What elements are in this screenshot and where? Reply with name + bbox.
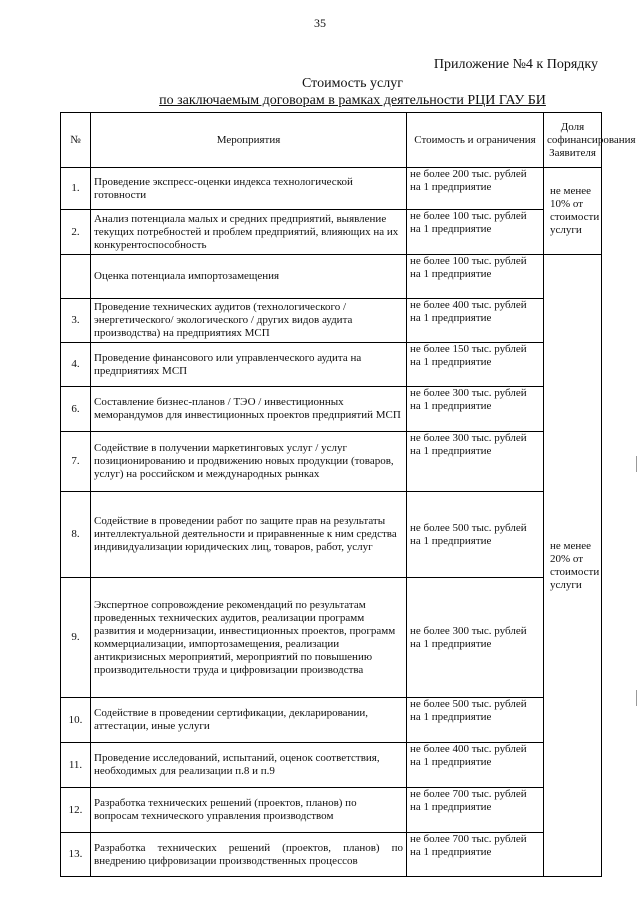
table-row [61, 578, 602, 698]
row-event: Разработка технических решений (проектов, планов) по внедрению цифровизации производственных процессов [91, 833, 407, 877]
row-number: 4. [61, 343, 91, 387]
row-number: 12. [61, 788, 91, 833]
row-cost: не более 200 тыс. рублей на 1 предприятие [407, 168, 544, 210]
table-row [61, 343, 602, 387]
table-row [61, 492, 602, 578]
scan-edge-mark [636, 456, 637, 472]
row-number: 3. [61, 299, 91, 343]
row-event: Содействие в проведении сертификации, декларировании, аттестации, иные услуги [91, 698, 407, 743]
table-row [61, 387, 602, 432]
header-cost: Стоимость и ограничения [407, 113, 544, 168]
document-subtitle: по заключаемым договорам в рамках деятельности РЦИ ГАУ БИ [159, 93, 546, 108]
share-group-10: не менее 10% от стоимости услуги [544, 168, 602, 255]
row-event: Анализ потенциала малых и средних предприятий, выявление текущих потребностей и проблем предприятий, влияющих на их конкурентоспособность [91, 210, 407, 255]
table-row [61, 210, 602, 255]
row-number: 9. [61, 578, 91, 698]
document-title: Стоимость услуг [302, 76, 403, 91]
row-cost: не более 400 тыс. рублей на 1 предприятие [407, 299, 544, 343]
header-event: Мероприятия [91, 113, 407, 168]
appendix-label: Приложение №4 к Порядку [433, 57, 598, 72]
row-number: 6. [61, 387, 91, 432]
row-cost: не более 300 тыс. рублей на 1 предприятие [407, 432, 544, 492]
row-cost: не более 700 тыс. рублей на 1 предприятие [407, 833, 544, 877]
row-event: Экспертное сопровождение рекомендаций по результатам проведенных технических аудитов, реализации программ развития и модернизации, инвестиционных проектов, программ коммерциализации, импортозамещения, реализации антикризисных мероприятий, мероприятий по повышению производительности труда и цифровизации производства [91, 578, 407, 698]
row-cost: не более 400 тыс. рублей на 1 предприятие [407, 743, 544, 788]
row-cost: не более 300 тыс. рублей на 1 предприятие [407, 387, 544, 432]
row-cost: не более 300 тыс. рублей на 1 предприятие [407, 578, 544, 698]
row-number: 11. [61, 743, 91, 788]
row-number: 1. [61, 168, 91, 210]
row-event: Содействие в проведении работ по защите прав на результаты интеллектуальной деятельности и приравненные к ним средства индивидуализации юридических лиц, товаров, работ, услуг [91, 492, 407, 578]
header-num: № [61, 113, 91, 168]
table-row [61, 788, 602, 833]
services-cost-table [60, 112, 636, 877]
row-number: 2. [61, 210, 91, 255]
row-number: 7. [61, 432, 91, 492]
row-event: Оценка потенциала импортозамещения [91, 255, 407, 299]
table-row [61, 299, 602, 343]
scan-edge-mark [636, 690, 637, 706]
share-group-20: не менее 20% от стоимости услуги [544, 255, 602, 877]
row-cost: не более 500 тыс. рублей на 1 предприятие [407, 492, 544, 578]
table-row [61, 833, 602, 877]
table-row [61, 168, 602, 210]
table-header-row [61, 113, 602, 168]
row-number: 8. [61, 492, 91, 578]
row-event: Разработка технических решений (проектов, планов) по вопросам технического управления производством [91, 788, 407, 833]
table-row [61, 432, 602, 492]
row-number: 10. [61, 698, 91, 743]
table-row [61, 255, 602, 299]
row-cost: не более 100 тыс. рублей на 1 предприятие [407, 255, 544, 299]
header-share: Доля софинансирования Заявителя [544, 113, 602, 168]
row-event: Проведение экспресс-оценки индекса технологической готовности [91, 168, 407, 210]
row-event: Составление бизнес-планов / ТЭО / инвестиционных меморандумов для инвестиционных проектов предприятий МСП [91, 387, 407, 432]
row-cost: не более 700 тыс. рублей на 1 предприятие [407, 788, 544, 833]
row-event: Проведение технических аудитов (технологического / энергетического/ экологического / других видов аудита производства) на предприятиях МСП [91, 299, 407, 343]
row-event: Проведение финансового или управленческого аудита на предприятиях МСП [91, 343, 407, 387]
row-event: Проведение исследований, испытаний, оценок соответствия, необходимых для реализации п.8 и п.9 [91, 743, 407, 788]
row-event: Содействие в получении маркетинговых услуг / услуг позиционированию и продвижению новых продукции (товаров, услуг) на российском и международных рынках [91, 432, 407, 492]
row-cost: не более 500 тыс. рублей на 1 предприятие [407, 698, 544, 743]
row-cost: не более 150 тыс. рублей на 1 предприятие [407, 343, 544, 387]
table-row [61, 743, 602, 788]
row-number [61, 255, 91, 299]
row-number: 13. [61, 833, 91, 877]
page-number: 35 [314, 16, 326, 30]
table-row [61, 698, 602, 743]
row-cost: не более 100 тыс. рублей на 1 предприятие [407, 210, 544, 255]
